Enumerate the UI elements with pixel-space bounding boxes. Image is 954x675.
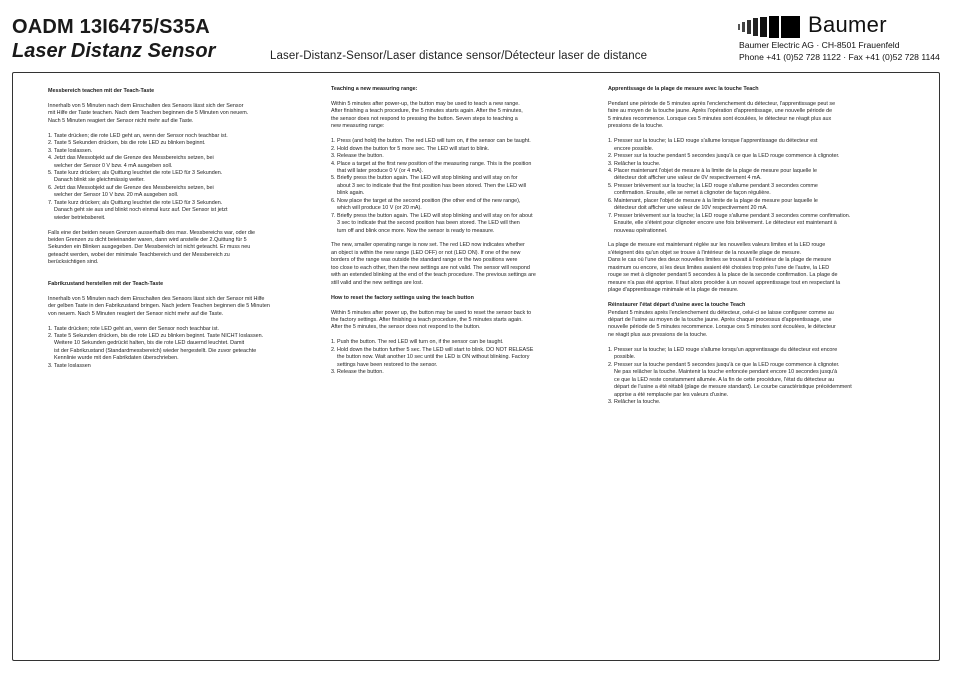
step-item: 4. Place a target at the first new position of the measuring range. This is the position xyxy=(331,160,532,167)
text-line: Dans le cas où l'une des deux nouvelles limites se trouvait à l'extérieur de la plage de mesure xyxy=(608,257,832,264)
text-line: Sekunden ein Blinken ausgegeben. Der Messbereich ist nicht geteacht. Er muss neu xyxy=(48,244,251,251)
text-line: rouge se met à clignoter pendant 5 secondes à la place de la seconde confirmation. La plage de xyxy=(608,272,838,279)
text-line: too close to each other, then the new settings are not valid. The sensor will respond xyxy=(331,264,530,271)
step-list xyxy=(48,133,308,222)
step-item: Kennlinie wurde mit den Fabrikdaten überschrieben. xyxy=(54,355,179,362)
step-item: settings have been restored to the sensor. xyxy=(337,361,438,368)
step-item: about 3 sec to indicate that the first position has been stored. Then the LED will xyxy=(337,182,526,189)
step-item: possible. xyxy=(614,354,636,361)
step-item: 1. Push the button. The red LED will turn on, if the sensor can be taught. xyxy=(331,339,504,346)
section-heading: Teaching a new measuring range: xyxy=(331,86,418,92)
step-item: welcher der Sensor 0 V bzw. 4 mA ausgeben soll. xyxy=(54,162,173,169)
text-line: Falls eine der beiden neuen Grenzen ausserhalb des max. Messbereichs war, oder die xyxy=(48,229,256,236)
step-item: 4. Placer maintenant l'objet de mesure à la limite de la plage de mesure pour laquelle le xyxy=(608,167,817,174)
step-item: the button now. Wait another 10 sec until the LED is ON without blinking. Factory xyxy=(337,354,530,361)
text-line: Innerhalb von 5 Minuten nach dem Einschalten des Sensors lässt sich der Sensor mit Hilfe xyxy=(48,295,265,302)
text-line: borders of the range was outside the standard range or the two positions were xyxy=(331,257,518,264)
text-line: Within 5 minutes after power-up, the button may be used to teach a new range. xyxy=(331,100,520,107)
step-item: encore possible. xyxy=(614,145,654,152)
step-item: ist der Fabrikzustand (Standardmessbereich) wieder hergestellt. Die zuvor geteachte xyxy=(54,347,257,354)
text-line: faire au moyen de la touche jaune. Après l'opération d'apprentissage, une nouvelle période de xyxy=(608,108,833,115)
step-item: Ensuite, elle s'éteint pour clignoter encore une fois brièvement. Le détecteur est maintenant à xyxy=(614,220,837,227)
step-item: 3 sec to indicate that the second position has been stored. The LED will then xyxy=(337,220,520,227)
text-line: départ de l'usine au moyen de la touche jaune. Après chaque processus d'apprentissage, une xyxy=(608,316,832,323)
baumer-logo xyxy=(738,12,938,39)
step-item: détecteur doit afficher une valeur de 10V respectivement 20 mA. xyxy=(614,205,768,212)
page-subtitle: Laser Distanz Sensor xyxy=(12,40,216,62)
step-item: 5. Briefly press the button again. The LED will stop blinking and will stay on for xyxy=(331,175,518,182)
text-line: Pendant une période de 5 minutes après l'enclenchement du détecteur, l'apprentissage peut se xyxy=(608,100,836,107)
text-line: Innerhalb von 5 Minuten nach dem Einschalten des Sensors lässt sich der Sensor xyxy=(48,102,244,109)
step-item: 6. Now place the target at the second position (the other end of the new range), xyxy=(331,197,521,204)
text-line: mit Hilfe der Taste teachen. Nach dem Teachen beginnen die 5 Minuten von neuem. xyxy=(48,110,249,117)
baumer-logo-mark-icon xyxy=(738,16,802,38)
step-item: 2. Taste 5 Sekunden drücken, bis die rote LED zu blinken beginnt. Taste NICHT loslassen. xyxy=(48,332,264,339)
section-heading: Apprentissage de la plage de mesure avec la touche Teach xyxy=(608,86,759,92)
step-item: 3. Release the button. xyxy=(331,369,384,376)
paragraph xyxy=(331,101,563,131)
step-item: 3. Relâcher la touche. xyxy=(608,160,661,167)
paragraph xyxy=(608,242,890,294)
text-line: maximum ou encore, si les deux limites avaient été choisies trop près l'une de l'autre, la LED xyxy=(608,264,830,271)
section-heading: How to reset the factory settings using the teach button xyxy=(331,294,474,301)
section-heading: Réinstaurer l'état départ d'usine avec la touche Teach xyxy=(608,302,746,309)
section-heading: Fabrikzustand herstellen mit der Teach-Taste xyxy=(48,280,164,287)
step-item: 2. Hold down the button for 5 more sec. The LED will start to blink. xyxy=(331,145,490,152)
step-item: départ de l'usine a été rétabli (plage de mesure standard). Le courbe caractéristique précédemment xyxy=(614,384,852,391)
step-item: that will later produce 0 V (or 4 mA). xyxy=(337,167,423,174)
text-line: nouvelle période de 5 minutes recommence. Lorsque ces 5 minutes sont écoulées, le détecteur xyxy=(608,324,836,331)
paragraph xyxy=(331,242,563,287)
step-item: 7. Taste kurz drücken; als Quittung leuchtet die rote LED für 3 Sekunden. xyxy=(48,199,223,206)
column-english xyxy=(331,86,563,377)
paragraph xyxy=(608,101,890,131)
step-item: Weitere 10 Sekunden gedrückt halten, bis die rote LED dauernd leuchtet. Damit xyxy=(54,340,245,347)
step-item: confirmation. Ensuite, elle se remet à clignoter de façon régulière. xyxy=(614,190,771,197)
step-item: 3. Taste loslassen. xyxy=(48,147,93,154)
text-line: the factory settings. After finishing a teach procedure, the 5 minutes starts again. xyxy=(331,316,523,323)
step-item: 1. Taste drücken; rote LED geht an, wenn der Sensor noch teachbar ist. xyxy=(48,325,220,332)
text-line: still valid and the new settings are lost. xyxy=(331,279,423,286)
paragraph xyxy=(48,296,308,318)
step-item: 1. Presser sur la touche; la LED rouge s'allume lorsqu'un apprentissage du détecteur est encore xyxy=(608,346,838,353)
step-item: 1. Press (and hold) the button. The red LED will turn on, if the sensor can be taught. xyxy=(331,138,531,145)
step-list xyxy=(608,347,890,407)
step-item: Danach geht sie aus und blinkt noch einmal kurz auf. Der Sensor ist jetzt xyxy=(54,207,228,214)
step-item: 2. Presser sur la touche pendant 5 secondes jusqu'à ce que la LED rouge commence à clignoter. xyxy=(608,153,840,160)
text-line: the sensor does not respond to pressing the button. Seven steps to teaching a xyxy=(331,115,518,122)
page-title: OADM 13I6475/S35A xyxy=(12,16,210,38)
multilingual-subtitle: Laser-Distanz-Sensor/Laser distance sensor/Détecteur laser de distance xyxy=(270,50,648,62)
text-line: ne réagit plus aux pressions de la touche. xyxy=(608,331,708,338)
text-line: new measuring range: xyxy=(331,123,385,130)
text-line: pressions de la touche. xyxy=(608,123,664,130)
step-item: welcher der Sensor 10 V bzw. 20 mA ausgeben soll. xyxy=(54,192,179,199)
step-item: 6. Jetzt das Messobjekt auf die Grenze des Messbereichs setzen, bei xyxy=(48,184,214,191)
text-line: geteacht werden, wobei der minimale Teachbereich und der Messbereich zu xyxy=(48,251,230,258)
logo-wordmark: Baumer xyxy=(808,12,887,37)
step-item: Ne pas relâcher la touche. Maintenir la touche enfoncée pendant encore 10 secondes jusqu'à xyxy=(614,369,838,376)
column-german xyxy=(48,88,308,370)
company-phone-fax: Phone +41 (0)52 728 1122 · Fax +41 (0)52 728 1144 xyxy=(739,51,940,62)
paragraph xyxy=(48,230,308,267)
step-item: 7. Presser brièvement sur la touche; la LED rouge s'allume pendant 3 secondes comme confirmation. xyxy=(608,212,851,219)
text-line: After the 5 minutes, the sensor does not respond to the button. xyxy=(331,324,481,331)
text-line: plage d'apprentissage minimale et la plage de mesure. xyxy=(608,287,739,294)
step-item: 2. Hold down the button further 5 sec. The LED will start to blink. DO NOT RELEASE xyxy=(331,346,534,353)
paragraph xyxy=(608,310,890,340)
step-item: Danach blinkt sie gleichmässig weiter. xyxy=(54,177,145,184)
text-line: von neuem. Nach 5 Minuten reagiert der Sensor nicht mehr auf die Taste. xyxy=(48,310,224,317)
text-line: berücksichtigen sind. xyxy=(48,259,99,266)
text-line: The new, smaller operating range is now set. The red LED now indicates whether xyxy=(331,242,525,249)
text-line: der gelben Taste in den Fabrikzustand bringen. Nach jedem Teachen beginnen die 5 Minuten xyxy=(48,303,270,310)
text-line: La plage de mesure est maintenant réglée sur les nouvelles valeurs limites et la LED rouge xyxy=(608,242,826,249)
text-line: Pendant 5 minutes après l'enclenchement du détecteur, celui-ci se laisse configurer comme au xyxy=(608,309,834,316)
paragraph xyxy=(331,310,563,332)
step-item: 1. Taste drücken; die rote LED geht an, wenn der Sensor noch teachbar ist. xyxy=(48,132,228,139)
text-line: 5 minutes recommence. Lorsque ces 5 minutes sont écoulées, le détecteur ne réagit plus aux xyxy=(608,115,832,122)
company-address: Baumer Electric AG · CH-8501 Frauenfeld xyxy=(739,40,900,50)
step-list xyxy=(331,339,563,376)
column-french xyxy=(608,86,890,406)
text-line: Within 5 minutes after power up, the button may be used to reset the sensor back to xyxy=(331,309,532,316)
step-item: détecteur doit afficher une valeur de 0V respectivement 4 mA. xyxy=(614,175,762,182)
step-item: wieder betriebsbereit. xyxy=(54,214,106,221)
step-item: 3. Taste loslassen xyxy=(48,362,91,369)
step-list xyxy=(608,138,890,235)
step-item: blink again. xyxy=(337,190,365,197)
step-item: nouveau opérationnel. xyxy=(614,227,668,234)
step-item: 3. Release the button. xyxy=(331,153,384,160)
step-item: 2. Taste 5 Sekunden drücken, bis die rote LED zu blinken beginnt. xyxy=(48,140,206,147)
step-item: turn off and blink once more. Now the sensor is ready to measure. xyxy=(337,227,495,234)
text-line: mesure n'a pas été apprise. Il faut alors procéder à un nouvel apprentissage tout en respectant la xyxy=(608,279,841,286)
step-item: 4. Jetzt das Messobjekt auf die Grenze des Messbereichs setzen, bei xyxy=(48,155,214,162)
text-line: Nach 5 Minuten reagiert der Sensor nicht mehr auf die Taste. xyxy=(48,117,194,124)
step-item: 5. Presser brièvement sur la touche; la LED rouge s'allume pendant 3 secondes comme xyxy=(608,182,818,189)
text-line: s'éteignent dès qu'un objet se trouve à l'intérieur de la nouvelle plage de mesure. xyxy=(608,249,802,256)
step-list xyxy=(48,326,308,371)
step-item: 5. Taste kurz drücken; als Quittung leuchtet die rote LED für 3 Sekunden. xyxy=(48,169,223,176)
step-item: 7. Briefly press the button again. The LED will stop blinking and will stay on for about xyxy=(331,212,533,219)
text-line: After finishing a teach procedure, the 5 minutes starts again. After the 5 minutes, xyxy=(331,108,523,115)
company-contact xyxy=(739,40,940,63)
step-item: apprise a été remplacée par les valeurs d'usine. xyxy=(614,391,729,398)
step-item: 2. Presser sur la touche pendant 5 secondes jusqu'à ce que la LED rouge commence à clignoter. xyxy=(608,361,840,368)
step-item: 1. Presser sur la touche; la LED rouge s'allume lorsque l'apprentissage du détecteur est xyxy=(608,138,818,145)
text-line: an object is within the new range (LED OFF) or not (LED ON). If one of the new xyxy=(331,249,521,256)
step-item: 3. Relâcher la touche. xyxy=(608,398,661,405)
step-item: 6. Maintenant, placer l'objet de mesure à la limite de la plage de mesure pour laquelle le xyxy=(608,197,818,204)
text-line: beiden Grenzen zu dicht beieinander waren, dann wird anstelle der 2.Quittung für 5 xyxy=(48,237,247,244)
step-item: which will produce 10 V (or 20 mA). xyxy=(337,205,422,212)
text-line: with an extended blinking at the end of the teach procedure. The previous settings are xyxy=(331,272,536,279)
paragraph xyxy=(48,103,308,125)
step-list xyxy=(331,138,563,235)
section-heading: Messbereich teachen mit der Teach-Taste xyxy=(48,88,155,94)
step-item: ce que la LED reste constamment allumée. A la fin de cette procédure, l'état du détecteur au xyxy=(614,376,835,383)
